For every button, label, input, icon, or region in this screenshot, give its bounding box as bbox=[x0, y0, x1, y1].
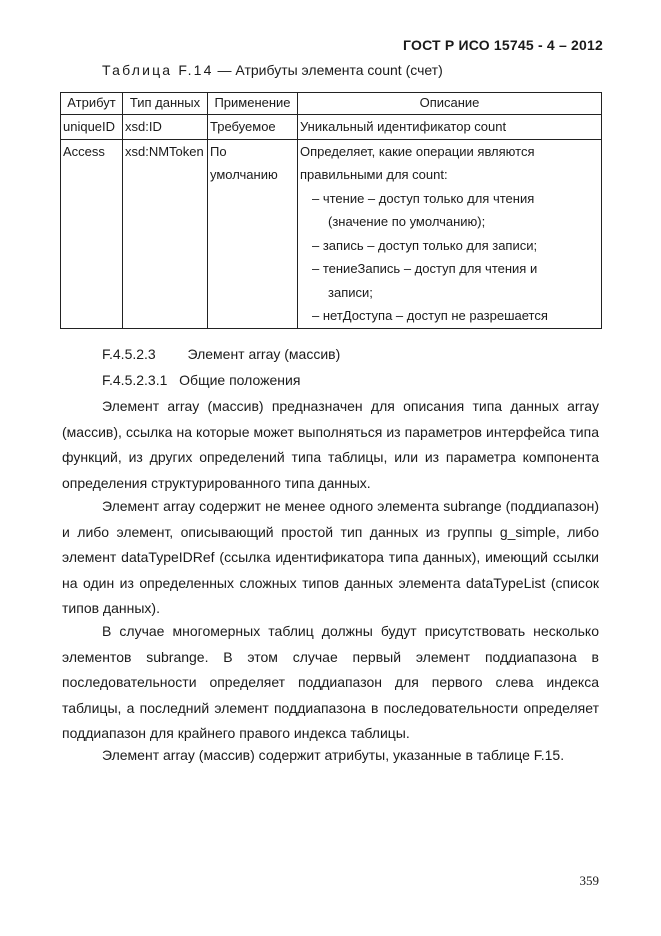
paragraph-4-block bbox=[62, 743, 599, 769]
paragraph-3-block bbox=[62, 619, 599, 747]
header-description: Описание bbox=[298, 93, 602, 115]
header-usage: Применение bbox=[208, 93, 298, 115]
description-list-item: – запись – доступ только для записи; bbox=[312, 237, 538, 253]
table-row bbox=[61, 139, 602, 328]
header-data-type: Тип данных bbox=[123, 93, 208, 115]
cell-attribute: uniqueID bbox=[61, 115, 123, 140]
cell-usage: По умолчанию bbox=[208, 139, 298, 328]
cell-attribute: Access bbox=[61, 139, 123, 328]
paragraph-2-block bbox=[62, 494, 599, 622]
description-list-continuation: записи; bbox=[328, 284, 373, 300]
body-paragraph: Элемент array содержит не менее одного элемента subrange (поддиапазон) и либо элемент, описывающий простой тип данных из группы g_simple, либо элемент dataTypeIDRef (ссылка идентификатора типа данных), имеющий ссылки на один из определенных сложных типов данных элемента dataTypeList (список типов данных). bbox=[62, 498, 599, 616]
page-number: 359 bbox=[579, 873, 599, 888]
description-line: Определяет, какие операции являются правильными для count: bbox=[300, 143, 535, 182]
subsection-title: Общие положения bbox=[179, 372, 301, 388]
description-list-item: – нетДоступа – доступ не разрешается bbox=[312, 308, 548, 323]
table-header-row bbox=[61, 93, 602, 115]
table-row bbox=[61, 115, 602, 140]
subsection-number: F.4.5.2.3.1 bbox=[102, 372, 168, 388]
body-paragraph: В случае многомерных таблиц должны будут присутствовать несколько элементов subrange. В этом случае первый элемент поддиапазона в последовательности определяет поддиапазон для первого слева индекса таблицы, а последний элемент поддиапазона в последовательности определяет поддиапазон для крайнего правого индекса таблицы. bbox=[62, 623, 599, 741]
description-list-item: – чтение – доступ только для чтения bbox=[312, 190, 535, 206]
table-caption bbox=[102, 62, 443, 78]
body-paragraph: Элемент array (массив) содержит атрибуты, указанные в таблице F.15. bbox=[102, 747, 565, 763]
cell-description bbox=[298, 115, 602, 140]
cell-data-type: xsd:ID bbox=[123, 115, 208, 140]
description-list-continuation: (значение по умолчанию); bbox=[328, 214, 486, 229]
section-number: F.4.5.2.3 bbox=[102, 346, 156, 362]
table-caption-label: Таблица F.14 bbox=[102, 62, 214, 78]
document-header: ГОСТ Р ИСО 15745 - 4 – 2012 bbox=[403, 37, 603, 53]
section-heading bbox=[102, 346, 340, 362]
body-paragraph: Элемент array (массив) предназначен для описания типа данных array (массив), ссылка на которые может выполняться из параметров интерфейса типа функций, из других определений типа таблицы, или из параметра компонента определения структурированного типа данных. bbox=[62, 398, 599, 491]
cell-usage: Требуемое bbox=[208, 115, 298, 140]
header-attribute: Атрибут bbox=[61, 93, 123, 115]
cell-description bbox=[298, 139, 602, 328]
table-caption-text: — Атрибуты элемента count (счет) bbox=[217, 62, 443, 78]
description-list-item: – тениеЗапись – доступ для чтения и bbox=[312, 261, 538, 276]
subsection-heading bbox=[102, 372, 300, 388]
attributes-table bbox=[60, 92, 602, 329]
cell-data-type: xsd:NMToken bbox=[123, 139, 208, 328]
description-line: Уникальный идентификатор count bbox=[300, 119, 507, 134]
paragraph-1-block bbox=[62, 394, 599, 496]
section-title: Элемент array (массив) bbox=[187, 346, 341, 362]
